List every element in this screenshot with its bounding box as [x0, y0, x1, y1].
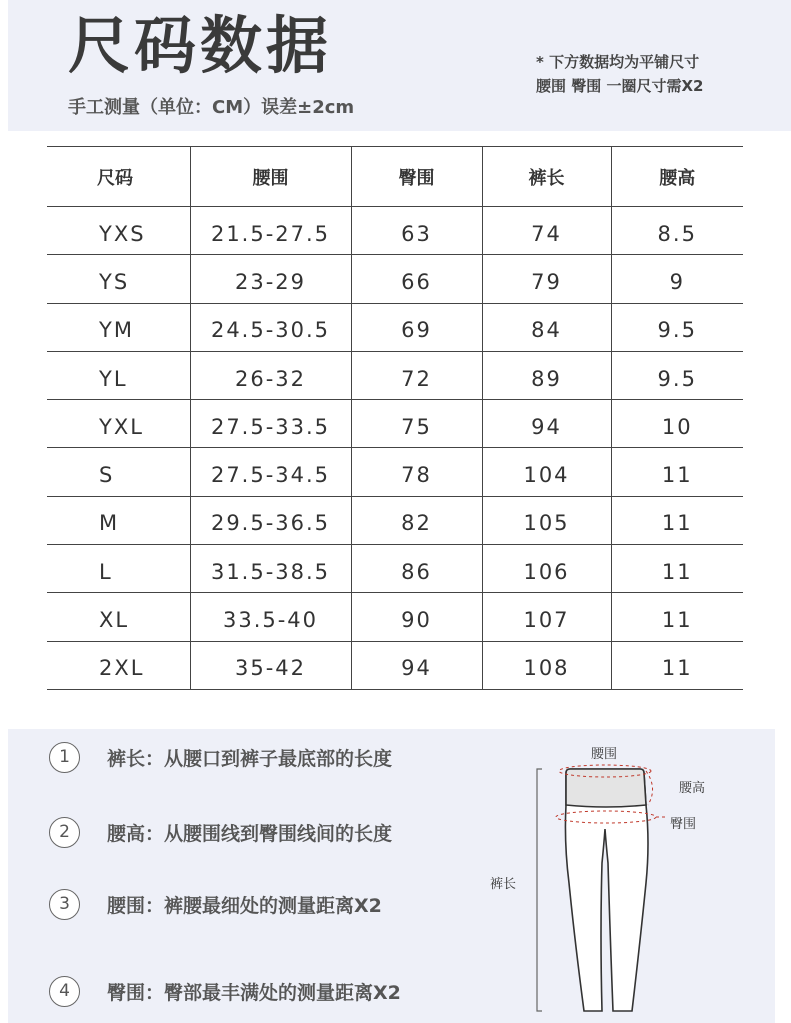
- hip-label: 臀围: [670, 817, 697, 832]
- legend-text: 腰高：从腰围线到臀围线间的长度: [107, 822, 393, 845]
- cell-size: 2XL: [47, 641, 190, 689]
- size-table: [47, 146, 743, 690]
- cell-length: 105: [482, 496, 611, 544]
- cell-length: 79: [482, 255, 611, 303]
- cell-waist: 23-29: [190, 255, 351, 303]
- header-hip: 臀围: [351, 147, 482, 207]
- cell-size: M: [47, 496, 190, 544]
- header-waist: 腰围: [190, 147, 351, 207]
- table-row: [47, 303, 743, 351]
- cell-hip: 63: [351, 207, 482, 255]
- cell-hip: 86: [351, 545, 482, 593]
- header-length: 裤长: [482, 147, 611, 207]
- cell-waist-height: 8.5: [611, 207, 743, 255]
- cell-hip: 75: [351, 400, 482, 448]
- cell-waist-height: 10: [611, 400, 743, 448]
- table-row: [47, 496, 743, 544]
- cell-waist-height: 9.5: [611, 351, 743, 399]
- legend-text: 臀围：臀部最丰满处的测量距离X2: [107, 981, 401, 1004]
- cell-waist-height: 11: [611, 641, 743, 689]
- cell-hip: 78: [351, 448, 482, 496]
- cell-size: XL: [47, 593, 190, 641]
- cell-size: YL: [47, 351, 190, 399]
- leggings-diagram: [470, 733, 740, 1023]
- legend-item-waist-height: [49, 815, 392, 849]
- cell-length: 74: [482, 207, 611, 255]
- cell-waist: 29.5-36.5: [190, 496, 351, 544]
- cell-size: YXL: [47, 400, 190, 448]
- page-title: 尺码数据: [68, 9, 333, 82]
- cell-waist: 27.5-34.5: [190, 448, 351, 496]
- cell-waist-height: 11: [611, 593, 743, 641]
- unit-note: 手工测量（单位：CM）误差±2cm: [68, 97, 355, 118]
- cell-hip: 82: [351, 496, 482, 544]
- cell-length: 108: [482, 641, 611, 689]
- header-size: 尺码: [47, 147, 190, 207]
- cell-waist-height: 9: [611, 255, 743, 303]
- cell-hip: 72: [351, 351, 482, 399]
- cell-length: 106: [482, 545, 611, 593]
- cell-waist-height: 11: [611, 448, 743, 496]
- cell-waist: 35-42: [190, 641, 351, 689]
- table-row: [47, 448, 743, 496]
- cell-size: YS: [47, 255, 190, 303]
- cell-size: L: [47, 545, 190, 593]
- header-waist-height: 腰高: [611, 147, 743, 207]
- table-row: [47, 207, 743, 255]
- cell-waist: 31.5-38.5: [190, 545, 351, 593]
- cell-hip: 66: [351, 255, 482, 303]
- table-row: [47, 641, 743, 689]
- cell-size: YM: [47, 303, 190, 351]
- cell-hip: 94: [351, 641, 482, 689]
- cell-waist: 24.5-30.5: [190, 303, 351, 351]
- table-header-row: [47, 147, 743, 207]
- waist-height-label: 腰高: [679, 781, 706, 796]
- legend-item-waist: [49, 887, 382, 921]
- cell-length: 107: [482, 593, 611, 641]
- cell-waist: 27.5-33.5: [190, 400, 351, 448]
- number-circle-icon: 1: [49, 742, 80, 773]
- table-row: [47, 255, 743, 303]
- flat-note-line-1: * 下方数据均为平铺尺寸: [536, 53, 700, 71]
- cell-waist: 21.5-27.5: [190, 207, 351, 255]
- flat-note-line-2: 腰围 臀围 一圈尺寸需X2: [536, 77, 704, 95]
- table-row: [47, 545, 743, 593]
- cell-length: 94: [482, 400, 611, 448]
- length-label: 裤长: [490, 877, 517, 892]
- waist-label: 腰围: [591, 747, 618, 762]
- cell-hip: 69: [351, 303, 482, 351]
- cell-length: 89: [482, 351, 611, 399]
- cell-waist: 33.5-40: [190, 593, 351, 641]
- flat-measurement-note: [536, 50, 703, 98]
- cell-size: S: [47, 448, 190, 496]
- cell-waist: 26-32: [190, 351, 351, 399]
- cell-hip: 90: [351, 593, 482, 641]
- table-row: [47, 351, 743, 399]
- legend-text: 腰围：裤腰最细处的测量距离X2: [107, 894, 382, 917]
- legend-item-hip: [49, 974, 401, 1008]
- number-circle-icon: 4: [49, 976, 80, 1007]
- cell-waist-height: 11: [611, 496, 743, 544]
- legend-item-length: [49, 740, 392, 774]
- cell-size: YXS: [47, 207, 190, 255]
- number-circle-icon: 2: [49, 817, 80, 848]
- cell-waist-height: 11: [611, 545, 743, 593]
- number-circle-icon: 3: [49, 889, 80, 920]
- cell-waist-height: 9.5: [611, 303, 743, 351]
- cell-length: 84: [482, 303, 611, 351]
- table-row: [47, 400, 743, 448]
- legend-text: 裤长：从腰口到裤子最底部的长度: [107, 747, 393, 770]
- header-panel: [8, 0, 791, 131]
- table-row: [47, 593, 743, 641]
- cell-length: 104: [482, 448, 611, 496]
